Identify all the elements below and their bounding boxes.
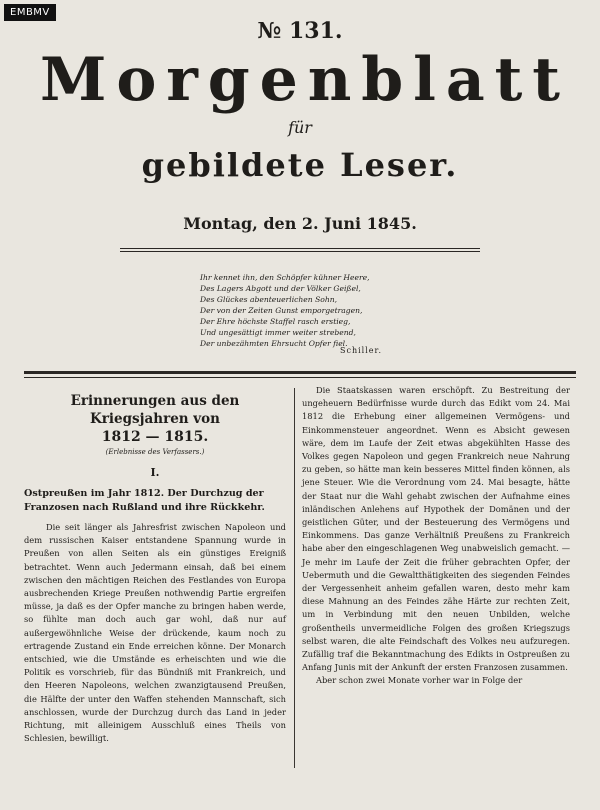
- article-title: Erinnerungen aus den Kriegsjahren von: [70, 393, 240, 427]
- poem-line: Der Ehre höchste Staffel rasch erstieg,: [200, 317, 351, 326]
- right-paragraph: Die Staatskassen waren erschöpft. Zu Bestreitung der ungeheuern Bedürfnisse wurde durch das Edikt vom 24. Mai 1812 die Erhebung einer allgemeinen Vermögens- und Einkommensteuer angeordnet. Wenn es Absicht gewesen wäre, dem im Laufe der Zeit etwas abgekühlten Hasse des Volkes gegen Napoleon und gegen Frankreich neue Nahrung zu geben, so hätte man kein besseres Mittel finden können, als jene Steuer. Wie die Verordnung vom 24. Mai besagte, hätte der Staat nur die Wahl gehabt zwischen der Aufnahme eines inländischen Anlehens auf Hypothek der Domänen und der geistlichen Güter, und der Besteuerung des Vermögens und Einkommens. Das ganze Verhältniß Preußens zu Frankreich habe aber den eingeschlagenen Weg unabweislich gemacht. — Je mehr im Laufe der Zeit die früher gebrachten Opfer, der Uebermuth und die Gewaltthätigkeiten des siegenden Feindes der Vergessenheit anheim gefallen waren, desto mehr kam diese Mahnung an des Feindes zähe Härte zur rechten Zeit, um in Verbindung mit den neuen Unbilden, welche großentheils unvermeidliche Folgen des großen Kriegszugs selbst waren, die alte Feindschaft des Volkes neu aufzuregen. Zufällig traf die Bekanntmachung des Edikts in Ostpreußen zu Anfang Junis mit der Ankunft der ersten Franzosen zusammen.: [302, 385, 570, 673]
- title-letter: e: [259, 45, 298, 115]
- poem-line: Und ungesättigt immer weiter strebend,: [200, 328, 356, 337]
- date-rule-top: [120, 248, 480, 249]
- masthead-title: [40, 45, 560, 115]
- poem-line: Des Lagers Abgott und der Völker Geißel,: [200, 284, 361, 293]
- section-rule-thin: [24, 377, 576, 378]
- title-letter: l: [413, 45, 436, 115]
- poem-line: Des Glückes abenteuerlichen Sohn,: [200, 295, 338, 304]
- title-letter: b: [361, 45, 404, 115]
- title-letter: g: [207, 45, 250, 115]
- title-letter: n: [307, 45, 352, 115]
- left-column: [24, 392, 286, 745]
- right-column: [302, 384, 570, 688]
- section-rule-thick: [24, 371, 576, 374]
- masthead-subtitle: gebildete Leser.: [141, 146, 459, 184]
- poem-line: Der von der Zeiten Gunst emporgetragen,: [200, 306, 363, 315]
- title-letter: t: [494, 45, 523, 115]
- poem-line: Ihr kennet ihn, den Schöpfer kühner Heere,: [200, 273, 370, 282]
- title-letter: r: [166, 45, 198, 115]
- chapter-heading: Ostpreußen im Jahr 1812. Der Durchzug der Franzosen nach Rußland und ihre Rückkehr.: [24, 488, 265, 513]
- poem-line: Der unbezähmten Ehrsucht Opfer fiel.: [200, 339, 348, 348]
- column-separator: [294, 388, 295, 768]
- article-years: 1812 — 1815.: [101, 429, 209, 445]
- issue-number: № 131.: [257, 18, 343, 44]
- title-letter: o: [116, 45, 157, 115]
- masthead-fuer: für: [288, 118, 312, 137]
- archive-badge: EMBMV: [4, 4, 56, 21]
- epigraph-poem: [200, 272, 410, 349]
- issue-date: Montag, den 2. Juni 1845.: [183, 214, 417, 233]
- article-note: (Erlebnisse des Verfassers.): [105, 448, 205, 456]
- right-paragraph-continued: Aber schon zwei Monate vorher war in Folge der: [316, 675, 523, 686]
- left-paragraph: Die seit länger als Jahresfrist zwischen Napoleon und dem russischen Kaiser entstandene Spannung wurde in Preußen von allen Seiten als ein günstiges Ereigniß betrachtet. Wenn auch Jedermann einsah, daß bei einem zwischen den mächtigen Reichen des Festlandes von Europa ausbrechenden Kriege Preußen nothwendig Partie ergreifen müsse, ja daß es der Opfer manche zu bringen haben werde, so fühlte man doch auch gar wohl, daß nur auf außergewöhnliche Weise der drückende, kaum noch zu ertragende Zustand ein Ende erreichen könne. Der Monarch entschied, wie die Umstände es erheischten und wie die Politik es vorschrieb, für das Bündniß mit Frankreich, und den Heeren Napoleons, welchen zwanzigtausend Preußen, die Hälfte der unter den Waffen stehenden Mannschaft, sich anschlossen, wurde der Durchzug durch das Land in jeder Richtung, mit alleinigem Ausschluß eines Theils von Schlesien, bewilligt.: [24, 522, 286, 744]
- chapter-number: I.: [150, 466, 160, 479]
- title-letter: t: [532, 45, 560, 115]
- title-letter: a: [445, 45, 485, 115]
- date-rule-bottom: [120, 251, 480, 252]
- title-letter: M: [40, 45, 107, 115]
- poem-author: Schiller.: [340, 346, 383, 355]
